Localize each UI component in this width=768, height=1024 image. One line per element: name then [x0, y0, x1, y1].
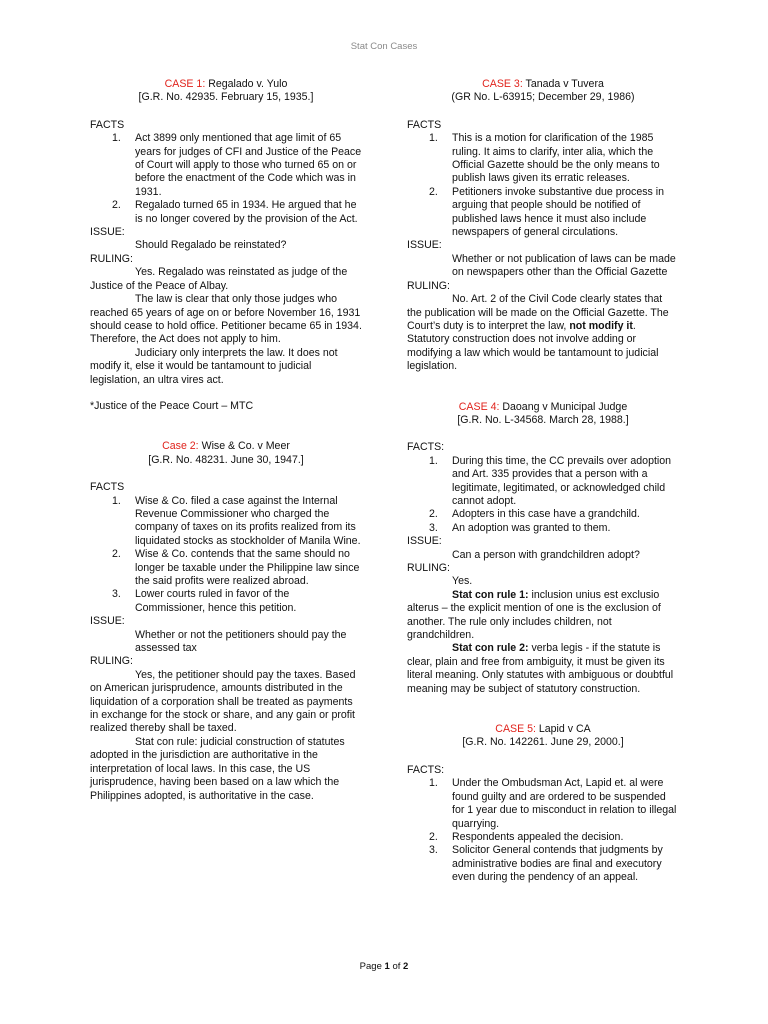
page-header: Stat Con Cases	[350, 41, 418, 52]
right-column	[407, 78, 679, 885]
case-4-gr-number: [G.R. No. L-34568. March 28, 1988.]	[457, 413, 629, 426]
case-1-issue: Should Regalado be reinstated?	[135, 239, 287, 252]
case-4-ruling: Yes.	[452, 575, 473, 588]
case-1-gr-number: [G.R. No. 42935. February 15, 1935.]	[138, 91, 314, 104]
case-1-ruling-para: The law is clear that only those judges who reached 65 years of age on or before November 16, 1931 should cease to hold office. Petitioner became 65 in 1934. Therefore, the Act does not apply to him.	[90, 293, 362, 346]
issue-heading: ISSUE:	[407, 535, 442, 548]
case-2-ruling-para: Yes, the petitioner should pay the taxes. Based on American jurisprudence, amounts distributed in the liquidation of a corporation shall be treated as payments in exchange for the stock or share, and any gain or profit realized thereby shall be taxed.	[90, 668, 356, 735]
ruling-heading: RULING:	[407, 279, 450, 292]
case-2-issue: Whether or not the petitioners should pay the assessed tax	[135, 628, 347, 655]
left-column	[90, 78, 362, 803]
case-3-issue: Whether or not publication of laws can be made on newspapers other than the Official Gazette	[452, 252, 676, 279]
issue-heading: ISSUE:	[90, 226, 125, 239]
list-item: 2. Petitioners invoke substantive due process in arguing that people should be notified of published laws hence it must also include newspapers of general circulations.	[429, 185, 664, 239]
facts-heading: FACTS:	[407, 763, 445, 776]
facts-heading: FACTS	[90, 118, 125, 131]
list-item: 1. Wise & Co. filed a case against the Internal Revenue Commissioner who charged the company of taxes on its profits realized from its liquidated stocks as stockholder of Manila Wine.	[112, 494, 361, 547]
case-2-title: Case 2: Wise & Co. v Meer	[162, 440, 290, 453]
case-2-gr-number: [G.R. No. 48231. June 30, 1947.]	[148, 453, 304, 466]
list-item: 2. Adopters in this case have a grandchild.	[429, 508, 640, 521]
total-pages: 2	[403, 961, 409, 972]
case-3-facts-list	[407, 132, 679, 239]
list-item: 3. Solicitor General contends that judgments by administrative bodies are final and executory even during the pendency of an appeal.	[429, 844, 663, 884]
case-3-title: CASE 3: Tanada v Tuvera	[482, 78, 604, 90]
case-5-gr-number: [G.R. No. 142261. June 29, 2000.]	[462, 736, 624, 749]
case-3-gr-number: (GR No. L-63915; December 29, 1986)	[451, 91, 635, 104]
ruling-heading: RULING:	[90, 655, 133, 668]
list-item: 1. This is a motion for clarification of the 1985 ruling. It aims to clarify, inter alia, which the Official Gazette should be the only means to publish laws given its erratic releases.	[429, 132, 660, 185]
issue-heading: ISSUE:	[90, 615, 125, 628]
case-4-rule-2: Stat con rule 2: verba legis - if the statute is clear, plain and free from ambiguity, it must be given its literal meaning. Only statutes with ambiguous or doubtful meaning may be subject of statutory construction.	[407, 642, 674, 695]
ruling-heading: RULING:	[90, 252, 133, 265]
case-4-issue: Can a person with grandchildren adopt?	[452, 548, 640, 561]
case-4-rule-1: Stat con rule 1: inclusion unius est exclusio alterus – the explicit mention of one is the exclusion of another. The rule only includes children, not grandchildren.	[407, 588, 661, 642]
case-5-title: CASE 5: Lapid v CA	[495, 723, 591, 736]
case-3-ruling-para: No. Art. 2 of the Civil Code clearly states that the publication will be made on the Official Gazette. The Court’s duty is to interpret the law, not modify it. Statutory construction does not involve adding or modifying a law which would be tantamount to judicial legislation.	[407, 293, 669, 373]
case-4-title: CASE 4: Daoang v Municipal Judge	[458, 400, 628, 413]
case-5-facts-list	[407, 777, 679, 884]
page-footer: Page 1 of 2	[359, 961, 409, 972]
current-page: 1	[384, 961, 390, 972]
case-2-ruling-para: Stat con rule: judicial construction of statutes adopted in the jurisdiction are authoritative in the interpretation of local laws. In this case, the US jurisprudence, having been based on a law which the Philippines adopted, is authoritative in the case.	[90, 735, 345, 802]
facts-heading: FACTS:	[407, 441, 445, 454]
facts-heading: FACTS	[407, 118, 442, 131]
list-item: 1. Under the Ombudsman Act, Lapid et. al were found guilty and are ordered to be suspended for 1 year due to misconduct in relation to illegal quarrying.	[429, 777, 677, 830]
issue-heading: ISSUE:	[407, 239, 442, 252]
list-item: 1. During this time, the CC prevails over adoption and Art. 335 provides that a person with a legitimate, legitimated, or acknowledged child cannot adopt.	[429, 454, 672, 507]
list-item: 2. Regalado turned 65 in 1934. He argued that he is no longer covered by the provision of the Act.	[112, 199, 358, 225]
list-item: 3. An adoption was granted to them.	[429, 521, 611, 534]
case-1-note: *Justice of the Peace Court – MTC	[90, 399, 254, 412]
case-1-title: CASE 1: Regalado v. Yulo	[164, 78, 288, 90]
case-1-facts-list	[90, 132, 362, 226]
list-item: 3. Lower courts ruled in favor of the Commissioner, hence this petition.	[112, 588, 297, 614]
case-4-facts-list	[407, 455, 679, 535]
list-item: 2. Respondents appealed the decision.	[429, 830, 624, 843]
facts-heading: FACTS	[90, 481, 125, 494]
list-item: 2. Wise & Co. contends that the same should no longer be taxable under the Philippine law since the said profits were realized abroad.	[112, 548, 360, 587]
list-item: 1. Act 3899 only mentioned that age limit of 65 years for judges of CFI and Justice of the Peace of Court will apply to those who turned 65 on or before the enactment of the Code which was in 1931.	[112, 132, 362, 198]
ruling-heading: RULING:	[407, 562, 450, 574]
case-2-facts-list	[90, 495, 362, 616]
case-1-ruling-para: Yes. Regalado was reinstated as judge of the Justice of the Peace of Albay.	[90, 266, 348, 292]
case-1-ruling-para: Judiciary only interprets the law. It does not modify it, else it would be tantamount to judicial legislation, an ultra vires act.	[90, 346, 338, 386]
